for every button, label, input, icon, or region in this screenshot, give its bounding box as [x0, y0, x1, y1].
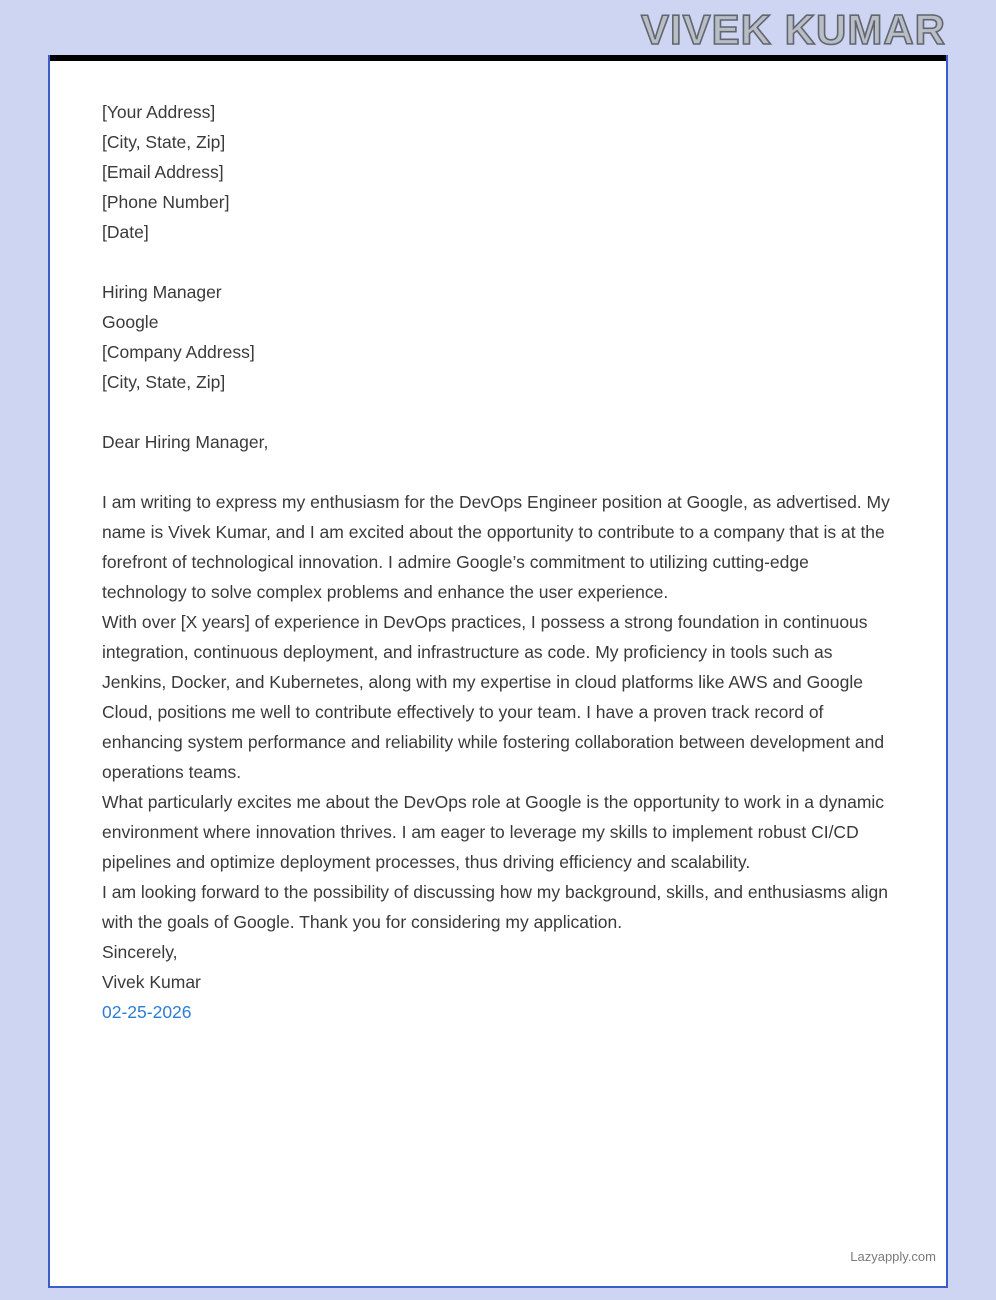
- salutation-line: Dear Hiring Manager,: [102, 432, 269, 452]
- cover-letter-page: [48, 55, 948, 1288]
- sender-city-line: [City, State, Zip]: [102, 132, 226, 152]
- letter-body: [50, 61, 946, 1027]
- body-paragraph-3: What particularly excites me about the DevOps role at Google is the opportunity to work in a dynamic environment where innovation thrives. I am eager to leverage my skills to implement robust CI/CD pipelines and optimize deployment processes, thus driving efficiency and scalability.: [102, 792, 885, 872]
- recipient-address-block: [102, 277, 892, 397]
- body-paragraph-4: I am looking forward to the possibility of discussing how my background, skills, and enthusiasms align with the goals of Google. Thank you for considering my application.: [102, 882, 888, 932]
- recipient-city-line: [City, State, Zip]: [102, 372, 226, 392]
- signature-date-link[interactable]: 02-25-2026: [102, 1002, 192, 1022]
- salutation: [102, 427, 892, 457]
- signature-name: Vivek Kumar: [102, 972, 201, 992]
- recipient-address-line: [Company Address]: [102, 342, 255, 362]
- sender-date-line: [Date]: [102, 222, 149, 242]
- sender-address-block: [102, 97, 892, 247]
- sender-phone-line: [Phone Number]: [102, 192, 230, 212]
- closing-line: Sincerely,: [102, 942, 178, 962]
- recipient-title-line: Hiring Manager: [102, 282, 222, 302]
- body-paragraph-2: With over [X years] of experience in DevOps practices, I possess a strong foundation in continuous integration, continuous deployment, and infrastructure as code. My proficiency in tools such as Jenkins, Docker, and Kubernetes, along with my expertise in cloud platforms like AWS and Google Cloud, positions me well to contribute effectively to your team. I have a proven track record of enhancing system performance and reliability while fostering collaboration between development and operations teams.: [102, 612, 885, 782]
- closing-block: [102, 937, 892, 997]
- sender-email-line: [Email Address]: [102, 162, 224, 182]
- sender-address-line: [Your Address]: [102, 102, 216, 122]
- body-paragraph-1: I am writing to express my enthusiasm for the DevOps Engineer position at Google, as advertised. My name is Vivek Kumar, and I am excited about the opportunity to contribute to a company that is at the forefront of technological innovation. I admire Google’s commitment to utilizing cutting-edge technology to solve complex problems and enhance the user experience.: [102, 492, 890, 602]
- lazyapply-watermark: Lazyapply.com: [850, 1249, 936, 1264]
- candidate-name-header: VIVEK KUMAR: [640, 6, 946, 53]
- recipient-company-line: Google: [102, 312, 159, 332]
